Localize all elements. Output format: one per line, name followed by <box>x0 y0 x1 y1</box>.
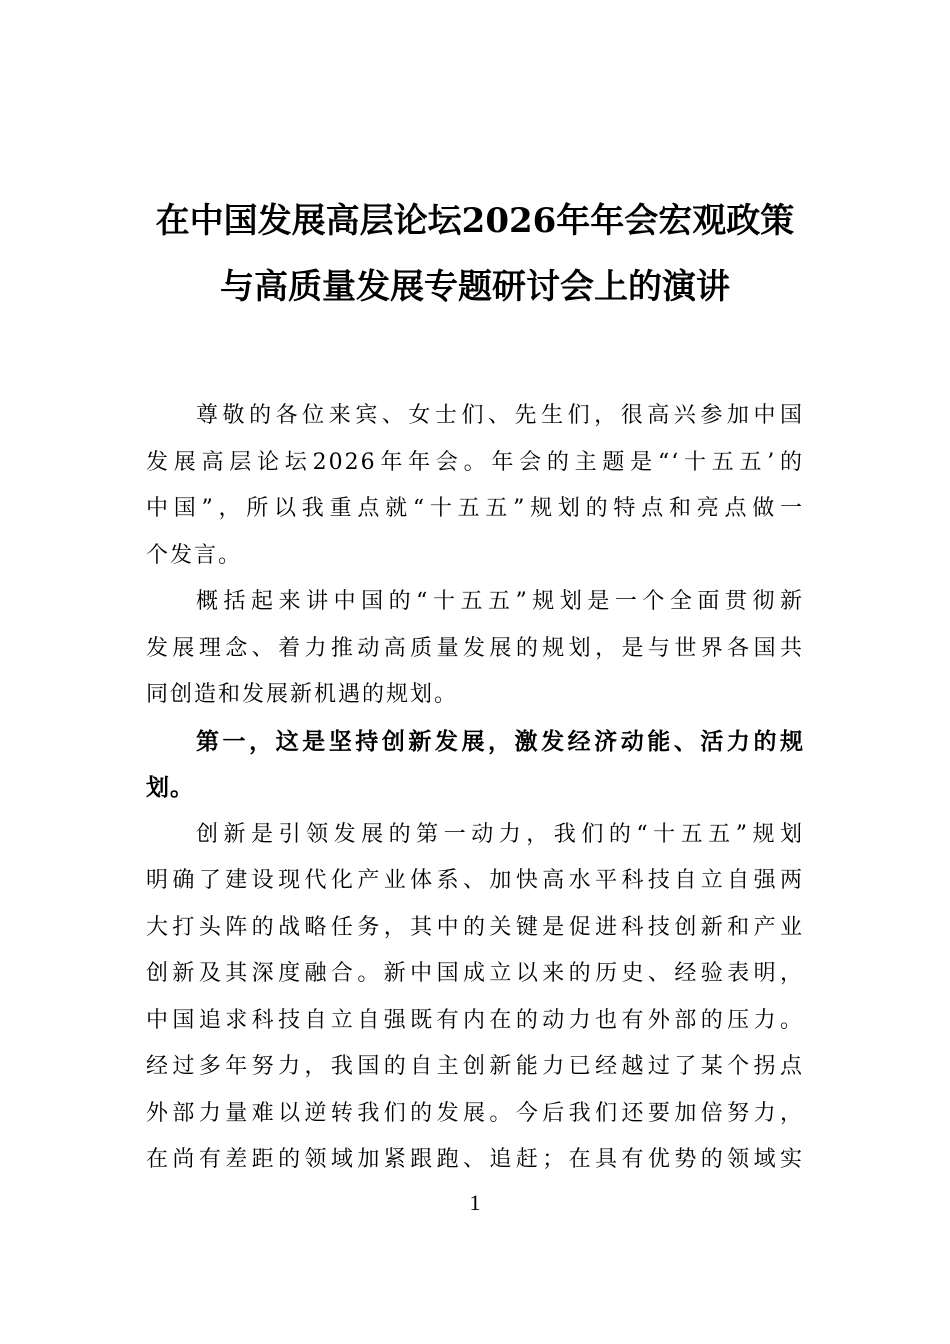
paragraph-line: 创新是引领发展的第一动力，我们的“十五五”规划 <box>196 821 804 847</box>
title-line-2: 与高质量发展专题研讨会上的演讲 <box>220 267 730 307</box>
paragraph-line: 明确了建设现代化产业体系、加快高水平科技自立自强两 <box>146 868 804 893</box>
paragraph-line: 经过多年努力，我国的自主创新能力已经越过了某个拐点 <box>146 1054 804 1079</box>
paragraph-line: 同创造和发展新机遇的规划。 <box>146 682 459 707</box>
paragraph-line: 概括起来讲中国的“十五五”规划是一个全面贯彻新 <box>196 589 804 614</box>
paragraph-line: 第一，这是坚持创新发展，激发经济动能、活力的规 <box>196 728 804 755</box>
paragraph-line: 中国追求科技自立自强既有内在的动力也有外部的压力。 <box>146 1007 804 1033</box>
title-line-1: 在中国发展高层论坛2026年年会宏观政策 <box>155 201 795 241</box>
section-heading <box>146 719 804 812</box>
paragraph-line: 发展高层论坛2026年年会。年会的主题是“‘十五五’的 <box>146 449 804 475</box>
paragraph <box>146 579 804 719</box>
document-body <box>146 393 804 1184</box>
paragraph-line: 尊敬的各位来宾、女士们、先生们，很高兴参加中国 <box>196 403 804 428</box>
paragraph-line: 在尚有差距的领域加紧跟跑、追赶；在具有优势的领域实 <box>146 1147 804 1172</box>
paragraph-line: 创新及其深度融合。新中国成立以来的历史、经验表明， <box>146 961 804 986</box>
paragraph-line: 中国”，所以我重点就“十五五”规划的特点和亮点做一 <box>146 496 804 521</box>
document-title <box>146 188 804 320</box>
page-number: 1 <box>469 1190 481 1215</box>
paragraph-line: 外部力量难以逆转我们的发展。今后我们还要加倍努力， <box>146 1100 804 1126</box>
paragraph-line: 发展理念、着力推动高质量发展的规划，是与世界各国共 <box>146 635 804 661</box>
paragraph-line: 大打头阵的战略任务，其中的关键是促进科技创新和产业 <box>146 914 804 940</box>
paragraph <box>146 393 804 579</box>
paragraph-line: 划。 <box>146 775 194 801</box>
paragraph-line: 个发言。 <box>146 542 243 568</box>
paragraph <box>146 812 804 1184</box>
